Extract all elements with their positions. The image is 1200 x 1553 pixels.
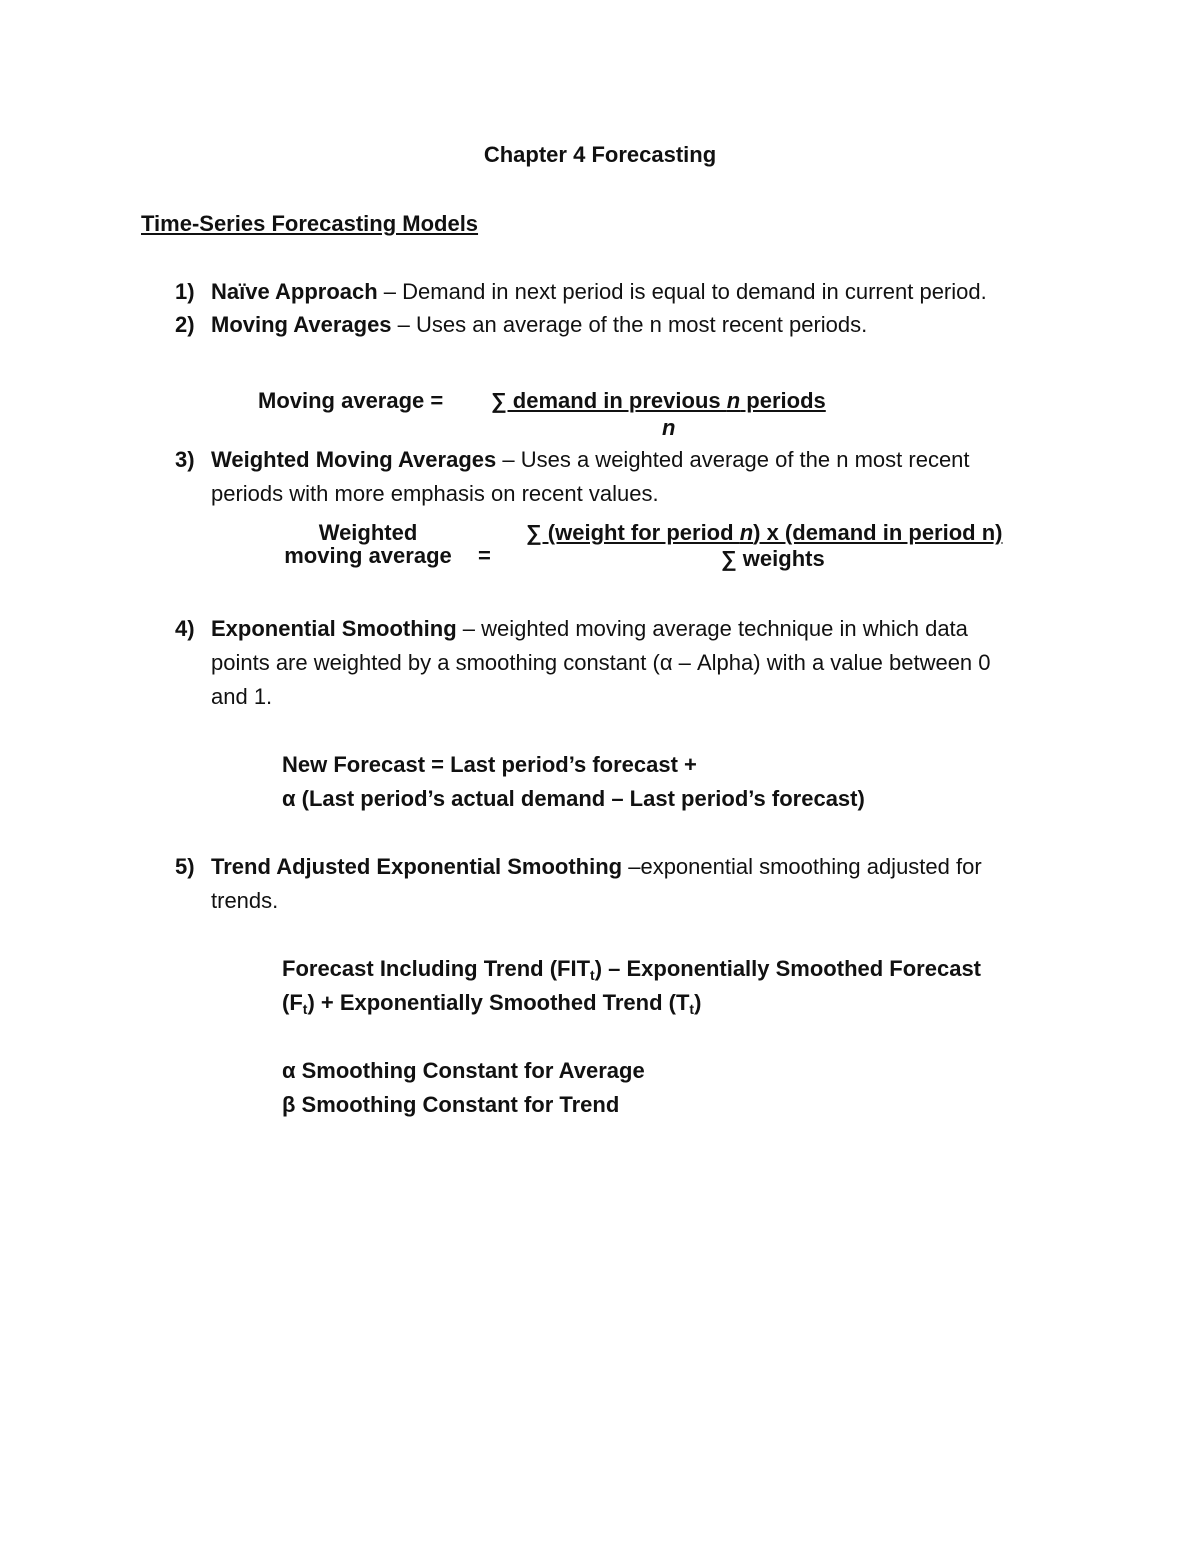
list-number: 4)	[175, 616, 195, 641]
beta-constant: β Smoothing Constant for Trend	[282, 1092, 620, 1117]
list-item-separator: –	[622, 854, 641, 879]
formula-ma-numerator-post: periods	[740, 388, 826, 413]
list-item-text: Demand in next period is equal to demand in current period.	[402, 279, 987, 304]
formula-wma-label-line2: moving average	[284, 543, 452, 568]
list-item-separator: –	[391, 312, 417, 337]
list-item-trend-adjusted	[211, 854, 982, 880]
formula-wma-denominator: ∑ weights	[721, 546, 825, 571]
list-item-text: exponential smoothing adjusted for	[640, 854, 982, 879]
formula-wma-equals: =	[478, 543, 491, 568]
formula-fit-line2	[282, 990, 701, 1016]
list-item-text-continued: trends.	[211, 888, 279, 913]
list-number: 3)	[175, 447, 195, 472]
formula-fit-text: Forecast Including Trend (FIT	[282, 956, 591, 981]
list-number: 5)	[175, 854, 195, 879]
formula-fit-text: ) – Exponentially Smoothed Forecast	[594, 956, 982, 981]
formula-wma-numerator	[526, 520, 1002, 546]
formula-fit-text: (F	[282, 990, 303, 1015]
list-item-text: weighted moving average technique in which data	[481, 616, 968, 641]
list-item-term: Weighted Moving Averages	[211, 447, 497, 472]
list-item-moving-averages	[211, 312, 867, 338]
list-item-exponential-smoothing	[211, 616, 968, 642]
formula-wma-label-line1: Weighted	[318, 520, 418, 545]
formula-ma-denominator-n: n	[662, 415, 676, 440]
formula-wma-numerator-post: ) x (demand in period n)	[753, 520, 1003, 545]
formula-ma-label: Moving average =	[258, 388, 444, 413]
list-item-term: Moving Averages	[211, 312, 392, 337]
list-item-term: Exponential Smoothing	[211, 616, 457, 641]
list-number: 1)	[175, 279, 195, 304]
formula-fit-text: ) + Exponentially Smoothed Trend (T	[307, 990, 690, 1015]
list-item-text-continued: and 1.	[211, 684, 273, 709]
list-item-text: Uses an average of the n most recent periods.	[416, 312, 868, 337]
formula-ma-numerator	[491, 388, 826, 414]
formula-es-line2: α (Last period’s actual demand – Last period’s forecast)	[282, 786, 865, 811]
list-item-naive-approach	[211, 279, 987, 305]
list-item-separator: –	[496, 447, 521, 472]
formula-ma-numerator-pre: ∑ demand in previous	[491, 388, 727, 413]
formula-ma-numerator-n: n	[726, 388, 741, 413]
list-item-term: Naïve Approach	[211, 279, 378, 304]
formula-fit-subscript: t	[302, 1001, 308, 1017]
formula-wma-numerator-n: n	[739, 520, 754, 545]
list-item-separator: –	[456, 616, 482, 641]
list-number: 2)	[175, 312, 195, 337]
formula-fit-subscript: t	[689, 1001, 695, 1017]
list-item-term: Trend Adjusted Exponential Smoothing	[211, 854, 623, 879]
formula-ma-denominator	[662, 415, 675, 441]
formula-fit-subscript: t	[590, 967, 595, 983]
page-title: Chapter 4 Forecasting	[483, 142, 717, 167]
formula-fit-line1	[282, 956, 981, 982]
formula-fit-text: )	[694, 990, 702, 1015]
list-item-text: Uses a weighted average of the n most recent	[520, 447, 970, 472]
formula-wma-numerator-pre: ∑ (weight for period	[526, 520, 740, 545]
list-item-text-continued: points are weighted by a smoothing constant (α – Alpha) with a value between 0	[211, 650, 991, 675]
section-heading: Time-Series Forecasting Models	[141, 211, 479, 236]
list-item-text-continued: periods with more emphasis on recent values.	[211, 481, 659, 506]
formula-es-line1: New Forecast = Last period’s forecast +	[282, 752, 697, 777]
list-item-weighted-moving-averages	[211, 447, 970, 473]
alpha-constant: α Smoothing Constant for Average	[282, 1058, 645, 1083]
list-item-separator: –	[377, 279, 403, 304]
